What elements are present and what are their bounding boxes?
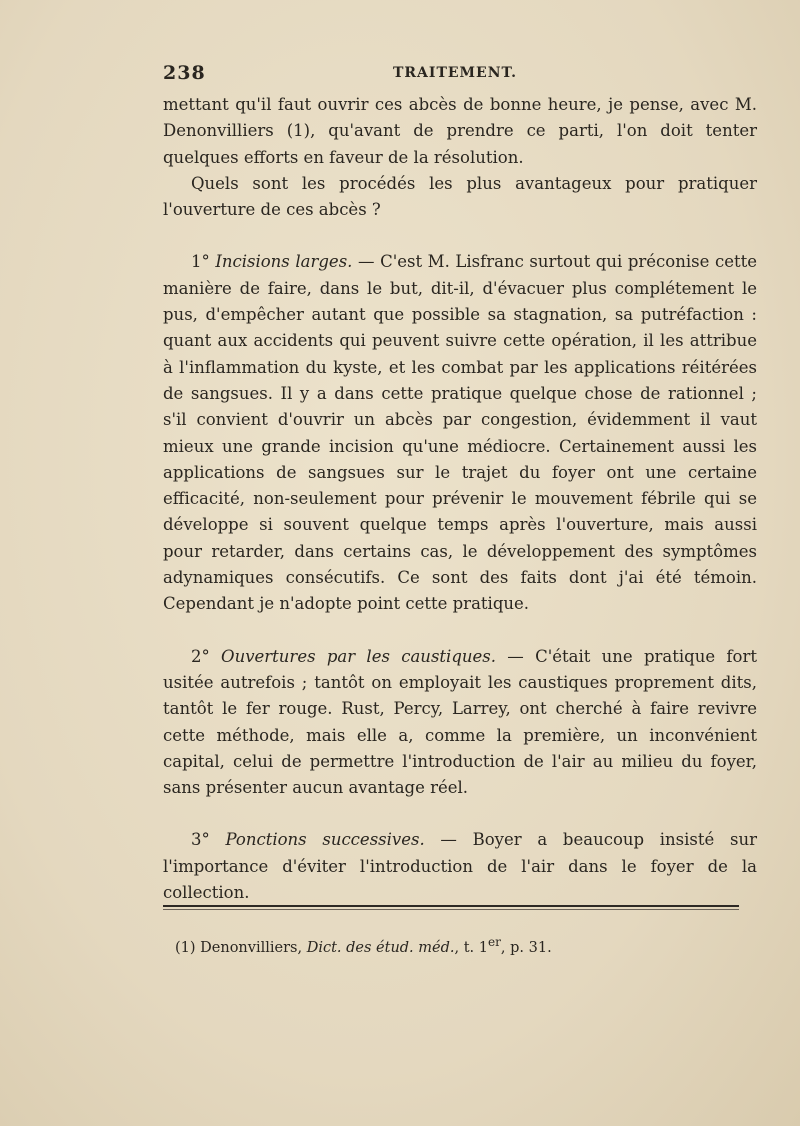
section-number: 3°	[191, 830, 210, 850]
footnote-author: Denonvilliers,	[195, 939, 307, 956]
footnote-rule	[163, 905, 739, 907]
section-text: — C'est M. Lisfranc surtout qui préconise cette manière de faire, dans le but, dit-il, d'évacuer plus complétement le pus, d'empêcher autant que possible sa stagnation, sa putréfaction : quant aux accidents qui peuvent suivre cette opération, il les attribue à l'inflammation du kyste, et les combat par les applications réitérées de sangsues. Il y a dans cette pratique quelque chose de rationnel ; s'il convient d'ouvrir un abcès par congestion, évidemment il vaut mieux une grande incision qu'une médiocre. Certainement aussi les applications de sangsues sur le trajet du foyer ont une certaine efficacité, non-seulement pour prévenir le mouvement fébrile qui se développe si souvent quelque temps après l'ouverture, mais aussi pour retarder, dans certains cas, le développement des symptômes adynamiques consécutifs. Ce sont des faits dont j'ai été témoin. Cependant je n'adopte point cette pratique.	[163, 252, 757, 614]
page-header	[163, 62, 757, 86]
paragraph-incisions-larges	[163, 249, 757, 617]
section-heading: Ponctions successives.	[225, 830, 425, 850]
paragraph-ponctions	[163, 827, 757, 906]
paragraph-caustiques	[163, 644, 757, 802]
section-text: — Boyer a beaucoup insisté sur l'importance d'éviter l'introduction de l'air dans le foyer de la collection.	[163, 830, 757, 903]
paragraph-continuation: mettant qu'il faut ouvrir ces abcès de bonne heure, je pense, avec M. Denonvilliers (1), qu'avant de prendre ce parti, l'on doit tenter quelques efforts en faveur de la résolution.	[163, 95, 757, 167]
section-heading: Ouvertures par les caustiques.	[221, 646, 496, 666]
footnote	[175, 932, 735, 958]
running-title: TRAITEMENT.	[393, 65, 518, 81]
footnote-work: Dict. des étud. méd.	[306, 939, 455, 956]
section-text: — C'était une pratique fort usitée autrefois ; tantôt on employait les caustiques proprement dits, tantôt le fer rouge. Rust, Percy, Larrey, ont cherché à faire revivre cette méthode, mais elle a, comme la première, un inconvénient capital, celui de permettre l'introduction de l'air au milieu du foyer, sans présenter aucun avantage réel.	[163, 646, 757, 798]
footnote-rule-thin	[163, 909, 739, 910]
body-text	[163, 92, 757, 906]
footnote-ref: , t. 1	[454, 939, 488, 956]
footnote-marker: (1)	[175, 939, 196, 956]
footnote-ref-page: , p. 31.	[500, 939, 552, 956]
page-number: 238	[163, 62, 206, 84]
section-heading: Incisions larges.	[215, 252, 353, 272]
footnote-ref-superscript: er	[488, 935, 501, 949]
section-number: 2°	[191, 646, 210, 666]
section-number: 1°	[191, 252, 210, 272]
paragraph-question: Quels sont les procédés les plus avantageux pour pratiquer l'ouverture de ces abcès ?	[163, 173, 757, 220]
